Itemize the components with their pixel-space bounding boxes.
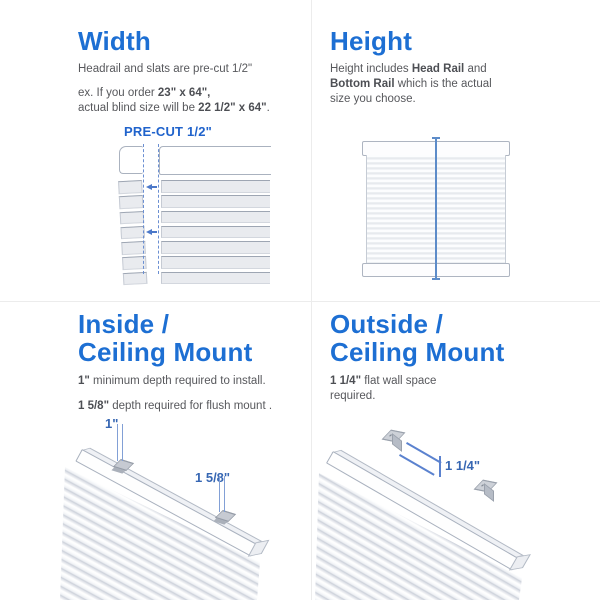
- example-actual-size: 22 1/2" x 64": [198, 102, 267, 114]
- slat: [120, 226, 145, 240]
- divider-vertical: [311, 0, 312, 600]
- slat: [119, 195, 144, 209]
- inside-mount-title: [78, 310, 252, 366]
- req1-text: minimum depth required to install.: [89, 375, 266, 387]
- inside-mount-diagram: [55, 415, 290, 600]
- outside-mount-title: [330, 310, 504, 366]
- slat: [161, 256, 270, 269]
- example-prefix: ex. If you order: [78, 87, 158, 99]
- height-description: [330, 62, 502, 107]
- outside-req-text1: flat wall space: [361, 375, 437, 387]
- divider-horizontal: [0, 301, 600, 302]
- outside-title-line2: Ceiling Mount: [330, 337, 505, 367]
- height-measure-line: [435, 137, 437, 280]
- slat: [118, 180, 143, 194]
- depth-measure-line: [117, 424, 123, 461]
- wall-bracket-icon: [475, 480, 495, 498]
- cut-piece-headrail: [119, 146, 143, 174]
- width-diagram: [118, 142, 270, 278]
- inside-title-line1: Inside /: [78, 309, 170, 339]
- slat: [161, 211, 270, 224]
- inside-requirement-1: [78, 374, 266, 389]
- cut-arrow-icon: [146, 229, 152, 235]
- req2-value: 1 5/8": [78, 400, 110, 412]
- width-example: [78, 86, 270, 116]
- inside-title-line2: Ceiling Mount: [78, 337, 253, 367]
- outside-title-line1: Outside /: [330, 309, 444, 339]
- headrail: [159, 146, 271, 175]
- slat: [161, 272, 270, 285]
- dim-label-1-5-8in: 1 5/8": [195, 470, 231, 485]
- example-suffix: .: [266, 102, 270, 114]
- example-ordered-size: 23" x 64",: [157, 87, 211, 99]
- slat: [161, 226, 270, 239]
- dim-label-1in: 1": [105, 416, 119, 431]
- desc-mid: and: [464, 63, 487, 75]
- outside-mount-diagram: [315, 425, 600, 600]
- req1-value: 1": [78, 375, 90, 387]
- head-rail-term: Head Rail: [411, 63, 465, 75]
- slat: [120, 211, 145, 225]
- cut-line-left: [143, 144, 144, 274]
- height-diagram: [362, 140, 510, 282]
- slat: [161, 241, 270, 254]
- slat: [161, 195, 270, 208]
- desc-suffix: which is the actual size you choose.: [330, 78, 492, 105]
- cut-arrow-icon: [146, 184, 152, 190]
- precut-label: PRE-CUT 1/2": [124, 124, 213, 139]
- outside-req-text2: required.: [330, 390, 376, 402]
- wall-bracket-icon: [383, 430, 403, 448]
- slat: [161, 180, 270, 193]
- pleated-shade: [315, 425, 600, 600]
- outside-requirement: [330, 374, 480, 404]
- width-subtitle: Headrail and slats are pre-cut 1/2": [78, 63, 253, 75]
- example-line2-prefix: actual blind size will be: [78, 102, 199, 114]
- slats: [161, 180, 270, 287]
- bottom-rail-term: Bottom Rail: [330, 78, 395, 90]
- width-title: Width: [78, 26, 151, 56]
- desc-prefix: Height includes: [330, 63, 412, 75]
- height-title: Height: [330, 26, 413, 56]
- req2-text: depth required for flush mount .: [109, 400, 273, 412]
- outside-req-value: 1 1/4": [330, 375, 362, 387]
- inside-requirement-2: [78, 399, 272, 414]
- dim-label-1-1-4in: 1 1/4": [445, 458, 481, 473]
- dim-tick: [439, 456, 441, 477]
- depth-measure-line: [219, 476, 225, 512]
